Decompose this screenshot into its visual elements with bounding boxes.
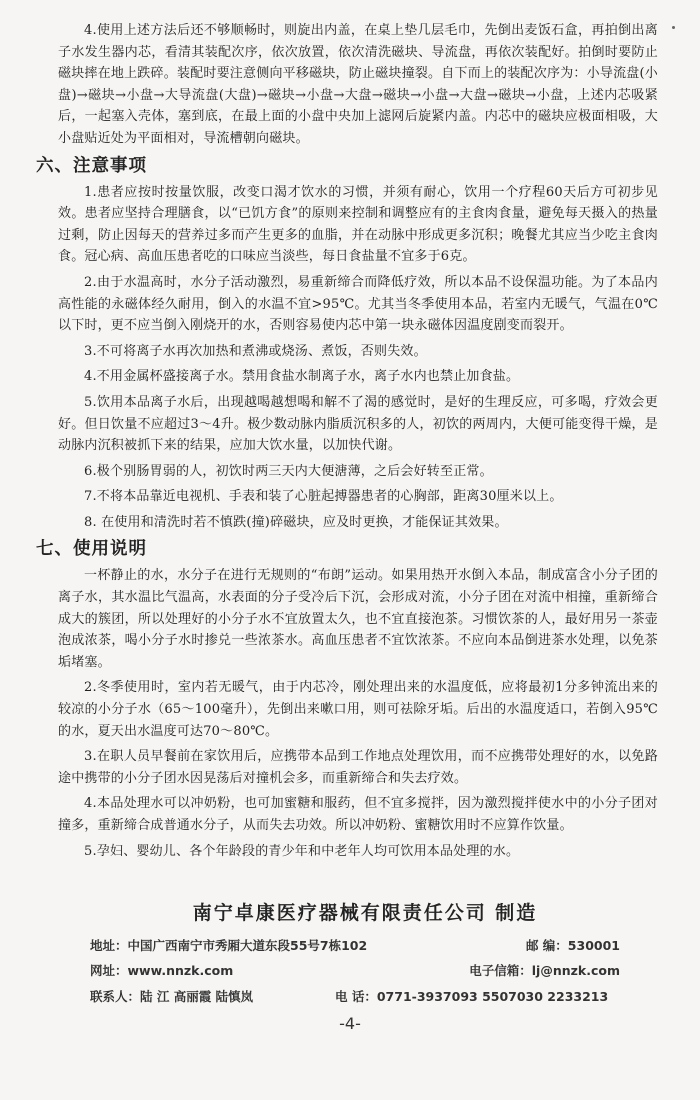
footer-row-contacts <box>90 987 620 1009</box>
notes-item-4: 4.不用金属杯盛接离子水。禁用食盐水制离子水，离子水内也禁止加食盐。 <box>84 369 520 385</box>
footer <box>0 898 700 925</box>
usage-item-1: 一杯静止的水，水分子在进行无规则的“布朗”运动。如果用热开水倒入本品，制成富含小分子团的离子水，其水温比气温高，水表面的分子受冷后下沉，会形成对流，小分子团在对流中相撞，重新缔合成大的簇团，所以处理好的小分子水不宜放置太久，也不宜直接泡茶。习惯饮茶的人，最好用另一茶壶泡成浓茶，喝小分子水时掺兑一些浓茶水。高血压患者不宜饮浓茶。不应向本品倒进茶水处理，以免茶垢堵塞。 <box>58 568 658 670</box>
footer-row-address <box>90 936 620 958</box>
usage-item-5: 5.孕妇、婴幼儿、各个年龄段的青少年和中老年人均可饮用本品处理的水。 <box>84 843 520 859</box>
contacts-text: 联系人：陆 江 高丽霞 陆慎岚 <box>90 989 254 1004</box>
notes-item-5: 5.饮用本品离子水后，出现越喝越想喝和解不了渴的感觉时，是好的生理反应，可多喝，疗效会更好。但日饮量不应超过3～4升。极少数动脉内脂质沉积多的人，初饮的两周内，大便可能变得干燥，是动脉内沉积被抓下来的结果，应加大饮水量，以加快代谢。 <box>58 394 658 454</box>
page-number: -4- <box>339 1014 361 1033</box>
footer-row-web <box>90 961 620 983</box>
scan-dot <box>672 26 675 29</box>
notes-item-7: 7.不将本品靠近电视机、手表和装了心脏起搏器患者的心胸部，距离30厘米以上。 <box>84 489 563 505</box>
usage-item-2: 2.冬季使用时，室内若无暖气，由于内芯冷，刚处理出来的水温度低，应将最初1分多钟流出来的较凉的小分子水（65～100毫升），先倒出来嗽口用，则可祛除牙垢。后出的水温度适口，若倒入95℃的水，夏天出水温度可达70～80℃。 <box>58 680 658 739</box>
notes-item-3: 3.不可将离子水再次加热和煮沸或烧汤、煮饭，否则失效。 <box>84 343 427 359</box>
phone-text: 电 话：0771-3937093 5507030 2233213 <box>335 989 609 1004</box>
paragraph-top-4: 4.使用上述方法后还不够顺畅时，则旋出内盖，在桌上垫几层毛巾，先倒出麦饭石盒，再拍倒出离子水发生器内芯，看清其装配次序，依次放置，依次清洗磁块、导流盘，再依次装配好。拍倒时要防止磁块摔在地上跌碎。装配时要注意侧向平移磁块，防止磁块撞裂。自下而上的装配次序为：小导流盘(小盘)→磁块→小盘→大导流盘(大盘)→磁块→小盘→大盘→磁块→小盘→大盘→磁块→小盘，上述内芯吸紧后，一起塞入壳体，塞到底，在最上面的小盘中央加上滤网后旋紧内盖。内芯中的磁块应极面相吸，大小盘贴近处为平面相对，导流槽朝向磁块。 <box>58 23 658 146</box>
notes-item-8: 8. 在使用和清洗时若不慎跌(撞)碎磁块，应及时更换，才能保证其效果。 <box>84 514 508 530</box>
notes-item-1: 1.患者应按时按量饮服，改变口渴才饮水的习惯，并须有耐心，饮用一个疗程60天后方可初步见效。患者应坚持合理膳食，以“已饥方食”的原则来控制和调整应有的主食肉食量，避免每天摄入的热量过剩，防止因每天的营养过多而产生更多的血脂，并在动脉中形成更多沉积；晚餐尤其应当少吃主食肉食。冠心病、高血压患者吃的口味应当淡些，每日食盐量不宜多于6克。 <box>58 184 658 265</box>
usage-item-4: 4.本品处理水可以冲奶粉，也可加蜜糖和服药，但不宜多搅拌，因为激烈搅拌使水中的小分子团对撞多，重新缔合成普通水分子，从而失去功效。所以冲奶粉、蜜糖饮用时不应算作饮量。 <box>58 796 658 833</box>
address-text: 地址：中国广西南宁市秀厢大道东段55号7栋102 <box>90 938 368 953</box>
section-heading-notes: 六、注意事项 <box>36 155 147 176</box>
postcode-text: 邮 编：530001 <box>525 938 620 953</box>
notes-item-2: 2.由于水温高时，水分子活动激烈，易重新缔合而降低疗效，所以本品不设保温功能。为了本品内高性能的永磁体经久耐用，倒入的水温不宜>95℃。尤其当冬季使用本品，若室内无暖气，气温在0℃以下时，更不应当倒入刚烧开的水，否则容易使内芯中第一块永磁体因温度剧变而裂开。 <box>58 274 658 334</box>
company-name: 南宁卓康医疗器械有限责任公司 制造 <box>192 902 538 924</box>
email-link[interactable]: 电子信箱：lj@nnzk.com <box>469 963 620 978</box>
section-heading-usage: 七、使用说明 <box>36 539 147 560</box>
website-link[interactable]: 网址：www.nnzk.com <box>90 963 234 978</box>
usage-item-3: 3.在职人员早餐前在家饮用后，应携带本品到工作地点处理饮用，而不应携带处理好的水，以免路途中携带的小分子团水因晃荡后对撞机会多，而重新缔合和失去疗效。 <box>58 749 658 786</box>
main-text <box>36 20 658 866</box>
notes-item-6: 6.极个别肠胃弱的人，初饮时两三天内大便溏薄，之后会好转至正常。 <box>84 463 493 479</box>
